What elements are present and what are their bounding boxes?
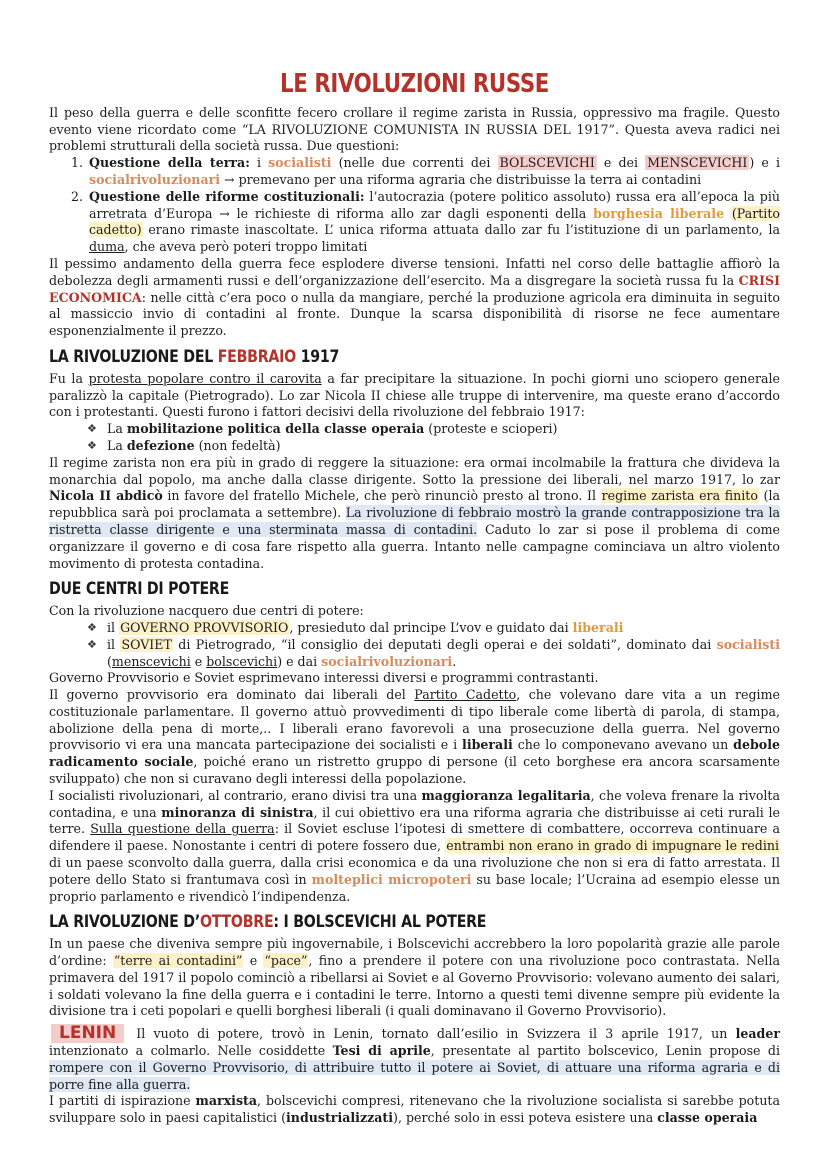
section-heading-ottobre: LA RIVOLUZIONE D’OTTOBRE: I BOLSCEVICHI AL POTERE	[49, 912, 487, 932]
list-item: ❖ il SOVIET di Pietrogrado, “il consiglio dei deputati degli operai e dei soldati”, dominato dai socialisti (menscevichi e bolscevichi) e dai socialrivoluzionari.	[87, 636, 781, 669]
factors-list	[49, 421, 780, 455]
term-bolscevichi: BOLSCEVICHI	[499, 155, 595, 171]
term-socialrivoluzionari: socialrivoluzionari	[89, 171, 221, 187]
ottobre-paragraph-2: LENIN Il vuoto di potere, trovò in Lenin, tornato dall’esilio in Svizzera il 3 aprile 1917, un leader intenzionato a colmarlo. Nelle cosiddette Tesi di aprile, presentate al partito bolscevico, Lenin propose di rompere con il Governo Provvisorio, di attribuire tutto il potere ai Soviet, di attuare una riforma agraria e di porre fine alla guerra.	[49, 1023, 780, 1092]
term-socialisti: socialisti	[268, 155, 332, 171]
list-item: 1. Questione della terra: i socialisti (nelle due correnti dei BOLSCEVICHI e dei MENSCEVICHI ) e i socialrivoluzionari → premevano per una riforma agraria che distribuisse la terra ai contadini	[87, 155, 780, 189]
diamond-bullet-icon: ❖	[87, 438, 97, 452]
term-borghesia-liberale: borghesia liberale	[593, 205, 725, 221]
intro-paragraph: Il peso della guerra e delle sconfitte fecero crollare il regime zarista in Russia, oppressivo ma fragile. Questo evento viene ricordato come “LA RIVOLUZIONE COMUNISTA IN RUSSIA DEL 1917”. Questa aveva radici nei problemi strutturali della società russa. Due questioni:	[49, 104, 780, 154]
list-item: ❖ La mobilitazione politica della classe operaia (proteste e scioperi)	[87, 421, 558, 437]
febbraio-paragraph-1: Fu la protesta popolare contro il carovita a far precipitare la situazione. In pochi giorni uno sciopero generale paralizzò la capitale (Pietrogrado). Lo zar Nicola II chiese alle truppe di intervenire, ma queste erano d’accordo con i protestanti. Questi furono i fattori decisivi della rivoluzione del febbraio 1917:	[49, 370, 780, 420]
section-heading-febbraio: LA RIVOLUZIONE DEL FEBBRAIO 1917	[49, 346, 340, 366]
diamond-bullet-icon: ❖	[87, 620, 97, 634]
centri-paragraph-4: I socialisti rivoluzionari, al contrario, erano divisi tra una maggioranza legalitaria, che voleva frenare la rivolta contadina, e una minoranza di sinistra, il cui obiettivo era una riforma agraria che distribuisse ai ceti rurali le terre. Sulla questione della guerra: il Soviet escluse l’ipotesi di smettere di combattere, occorreva continuare a difendere il paese. Nonostante i centri di potere fossero due, entrambi non erano in grado di impugnare le redini di un paese sconvolto dalla guerra, dalla crisi economica e da una rivoluzione che non si era di fatto arrestata. Il potere dello Stato si frantumava così in molteplici micropoteri su base locale; l’Ucraina ad esempio elesse un proprio parlamento e rivendicò l’indipendenza.	[49, 787, 781, 904]
diamond-bullet-icon: ❖	[87, 422, 97, 436]
lenin-badge: LENIN	[51, 1024, 124, 1043]
section-heading-centri: DUE CENTRI DI POTERE	[49, 579, 230, 599]
crisis-paragraph: Il pessimo andamento della guerra fece esplodere diverse tensioni. Infatti nel corso delle battaglie affiorò la debolezza degli armamenti russi e dell’organizzazione dell’esercito. Ma a disgregare la società russa fu la CRISI ECONOMICA: nelle città c’era poco o nulla da mangiare, perché la produzione agricola era diminuita in seguito al massiccio invio di contadini al fronte. Dunque la scarsa disponibilità di risorse ne fece aumentare esponenzialmente il prezzo.	[49, 255, 780, 339]
list-item: ❖ il GOVERNO PROVVISORIO, presieduto dal principe L’vov e guidato dai liberali	[87, 619, 624, 635]
questions-list	[49, 155, 780, 256]
term-crisi-economica: CRISI ECONOMICA	[49, 272, 780, 305]
term-partito-cadetto: (Partito cadetto)	[89, 205, 780, 238]
ottobre-paragraph-1: In un paese che diveniva sempre più ingovernabile, i Bolscevichi accrebbero la loro popolarità grazie alle parole d’ordine: “terre ai contadini” e “pace”, fino a prendere il potere con una rivoluzione poco contrastata. Nella primavera del 1917 il popolo cominciò a ribellarsi ai Soviet e al Governo Provvisorio: volevano aumento dei salari, i soldati volevano la fine della guerra e i contadini le terre. Intorno a questi temi divenne sempre più evidente la divisione tra i ceti popolari e quelli borghesi liberali (i quali dominavano il Governo Provvisorio).	[49, 936, 780, 1019]
page-title: LE RIVOLUZIONI RUSSE	[280, 69, 549, 99]
term-menscevichi: MENSCEVICHI	[647, 155, 748, 171]
diamond-bullet-icon: ❖	[87, 637, 97, 651]
centri-paragraph-1: Con la rivoluzione nacquero due centri di potere:	[49, 603, 364, 619]
centri-paragraph-3: Il governo provvisorio era dominato dai liberali del Partito Cadetto, che volevano dare vita a un regime costituzionale parlamentare. Il governo attuò provvedimenti di tipo liberale come libertà di parola, di stampa, abolizione della pena di morte,.. I liberali erano favorevoli a una prosecuzione della guerra. Nel governo provvisorio vi era una mancata partecipazione dei socialisti e i liberali che lo componevano avevano un debole radicamento sociale, poiché erano un ristretto gruppo di persone (il ceto borghese era ancora scarsamente sviluppato) che non si curavano degli interessi della popolazione.	[49, 687, 780, 787]
list-item: ❖ La defezione (non fedeltà)	[87, 437, 281, 453]
list-item: 2. Questione delle riforme costituzionali: l’autocrazia (potere politico assoluto) russa era all’epoca la più arretrata d’Europa → le richieste di riforma allo zar dagli esponenti della borghesia liberale (Partito cadetto) erano rimaste inascoltate. L’ unica riforma attuata dallo zar fu l’istituzione di un parlamento, la duma, che aveva però poteri troppo limitati	[87, 189, 780, 256]
centers-list	[49, 620, 780, 670]
ottobre-paragraph-3: I partiti di ispirazione marxista, bolscevichi compresi, ritenevano che la rivoluzione socialista si sarebbe potuta sviluppare solo in paesi capitalistici (industrializzati), perché solo in essi poteva esistere una classe operaia	[49, 1093, 780, 1126]
febbraio-paragraph-2: Il regime zarista non era più in grado di reggere la situazione: era ormai incolmabile la frattura che divideva la monarchia dal popolo, ma anche dalla classe dirigente. Sotto la pressione dei liberali, nel marzo 1917, lo zar Nicola II abdicò in favore del fratello Michele, che però rinunciò presto al trono. Il regime zarista era finito (la repubblica sarà poi proclamata a settembre). La rivoluzione di febbraio mostrò la grande contrapposizione tra la ristretta classe dirigente e una sterminata massa di contadini. Caduto lo zar si pose il problema di come organizzare il governo e di cosa fare rispetto alla guerra. Intanto nelle campagne cominciava un altro violento movimento di protesta contadina.	[49, 454, 780, 571]
term-duma: duma	[89, 239, 125, 255]
centri-paragraph-2: Governo Provvisorio e Soviet esprimevano interessi diversi e programmi contrastanti.	[49, 670, 599, 686]
